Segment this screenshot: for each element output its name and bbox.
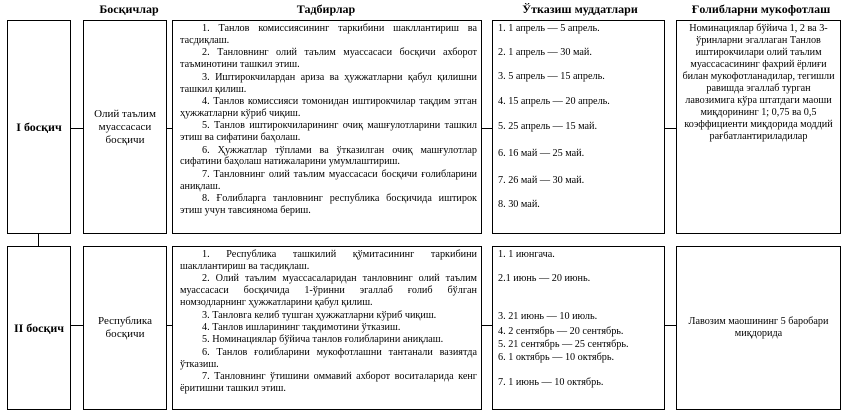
date-item: 1. 1 апрель — 5 апрель. [498,23,600,34]
stage-1-cell [7,20,71,234]
measure-item: 6. Ҳужжатлар тўплами ва ўтказилган очиқ машғулотлар сифатини баҳолаш натижаларини умумлаштириш. [180,144,477,168]
header-rewards: Ғолибларни мукофотлаш [691,2,831,16]
date-item: 2. 1 апрель — 30 май. [498,47,592,58]
date-item: 1. 1 июнгача. [498,249,555,260]
stage-2-label: II босқич [13,320,65,335]
stage-1-label: I босқич [16,119,62,134]
stage-1-dates-cell [492,20,665,234]
stage-1-reward-cell [676,20,841,234]
measure-item: 7. Танловнинг ўтишини оммавий ахборот воситаларида кенг ёритишни ташкил этиш. [180,371,477,394]
header-measures: Тадбирлар [296,2,356,16]
date-item: 4. 15 апрель — 20 апрель. [498,96,610,107]
measure-item: 1. Танлов комиссиясининг таркибини шакллантириш ва тасдиқлаш. [180,23,477,46]
measure-item: 1. Республика ташкилий қўмитасининг таркибини шакллантириш ва тасдиқлаш. [180,249,477,272]
date-item: 8. 30 май. [498,199,540,210]
stage-2-measures-cell [172,246,482,410]
measure-item: 2. Танловнинг олий таълим муассасаси босқичи ахборот таъминотини ташкил этиш. [180,47,477,71]
measure-item: 5. Номинациялар бўйича танлов ғолибларини аниқлаш. [202,334,444,346]
date-item: 6. 1 октябрь — 10 октябрь. [498,352,615,363]
date-item: 5. 25 апрель — 15 май. [498,121,598,132]
stage-2-level: Республика босқичи [97,315,152,340]
stage-1-measures-cell [172,20,482,234]
date-item: 5. 21 сентябрь — 25 сентябрь. [498,339,629,350]
connector-line [70,128,84,129]
stage-1-level-cell [83,20,167,234]
date-item: 3. 21 июнь — 10 июль. [498,311,598,322]
date-item: 6. 16 май — 25 май. [498,148,585,159]
measure-item: 3. Иштирокчилардан ариза ва ҳужжатларни қабул қилишни ташкил қилиш. [180,71,477,95]
measure-item: 4. Танлов комиссияси томонидан иштирокчилар тақдим этган ҳужжатларни кўриб чиқиш. [180,95,477,119]
date-item: 2.1 июнь — 20 июнь. [498,273,591,284]
date-item: 7. 26 май — 30 май. [498,175,585,186]
connector-line [70,325,84,326]
stage-2-level-cell [83,246,167,410]
measure-item: 7. Танловнинг олий таълим муассасаси босқичи ғолибларини аниқлаш. [180,168,477,192]
measure-item: 3. Танловга келиб тушган ҳужжатларни кўриб чиқиш. [202,309,437,321]
date-item: 4. 2 сентябрь — 20 сентябрь. [498,326,624,337]
measure-item: 6. Танлов ғолибларини мукофотлашни тантанали вазиятда ўтказиш. [180,346,477,370]
stage-1-level: Олий таълим муассасаси босқичи [94,107,156,146]
stage-2-cell [7,246,71,410]
measure-item: 4. Танлов ишларининг тақдимотини ўтказиш. [202,321,401,333]
measure-item: 8. Ғолибларга танловнинг республика босқичида иштирок этиш учун тавсиянома бериш. [180,193,477,217]
header-stages: Босқичлар [99,2,159,16]
date-item: 3. 5 апрель — 15 апрель. [498,71,605,82]
measure-item: 5. Танлов иштирокчиларининг очиқ машғулотларини ташкил этиш ва сифатини баҳолаш. [180,120,477,144]
stage-2-reward: Лавозим маошининг 5 баробари миқдорида [688,316,829,339]
date-item: 7. 1 июнь — 10 октябрь. [498,377,604,388]
measure-item: 2. Олий таълим муассасаларидан танловнинг олий таълим муассасаси босқичида 1-ўринни эгаллаб ғолиб бўлган номзодларнинг ҳужжатларини қабул қилиш. [180,273,477,309]
stage-1-reward: Номинациялар бўйича 1, 2 ва 3-ўринларни эгаллаган Танлов иштирокчилари олий таълим муассасасининг фахрий ёрлиғи билан мукофотланадилар, тегишли равишда эгаллаб турган лавозимига кўра штатдаги маоши миқдорининг 1; 0,75 ва 0,5 коэффициенти миқдорида моддий рағбатлантириладилар [682,23,835,142]
stage-2-dates-cell [492,246,665,410]
stage-2-reward-cell [676,246,841,410]
header-deadlines: Ўтказиш муддатлари [522,2,638,16]
